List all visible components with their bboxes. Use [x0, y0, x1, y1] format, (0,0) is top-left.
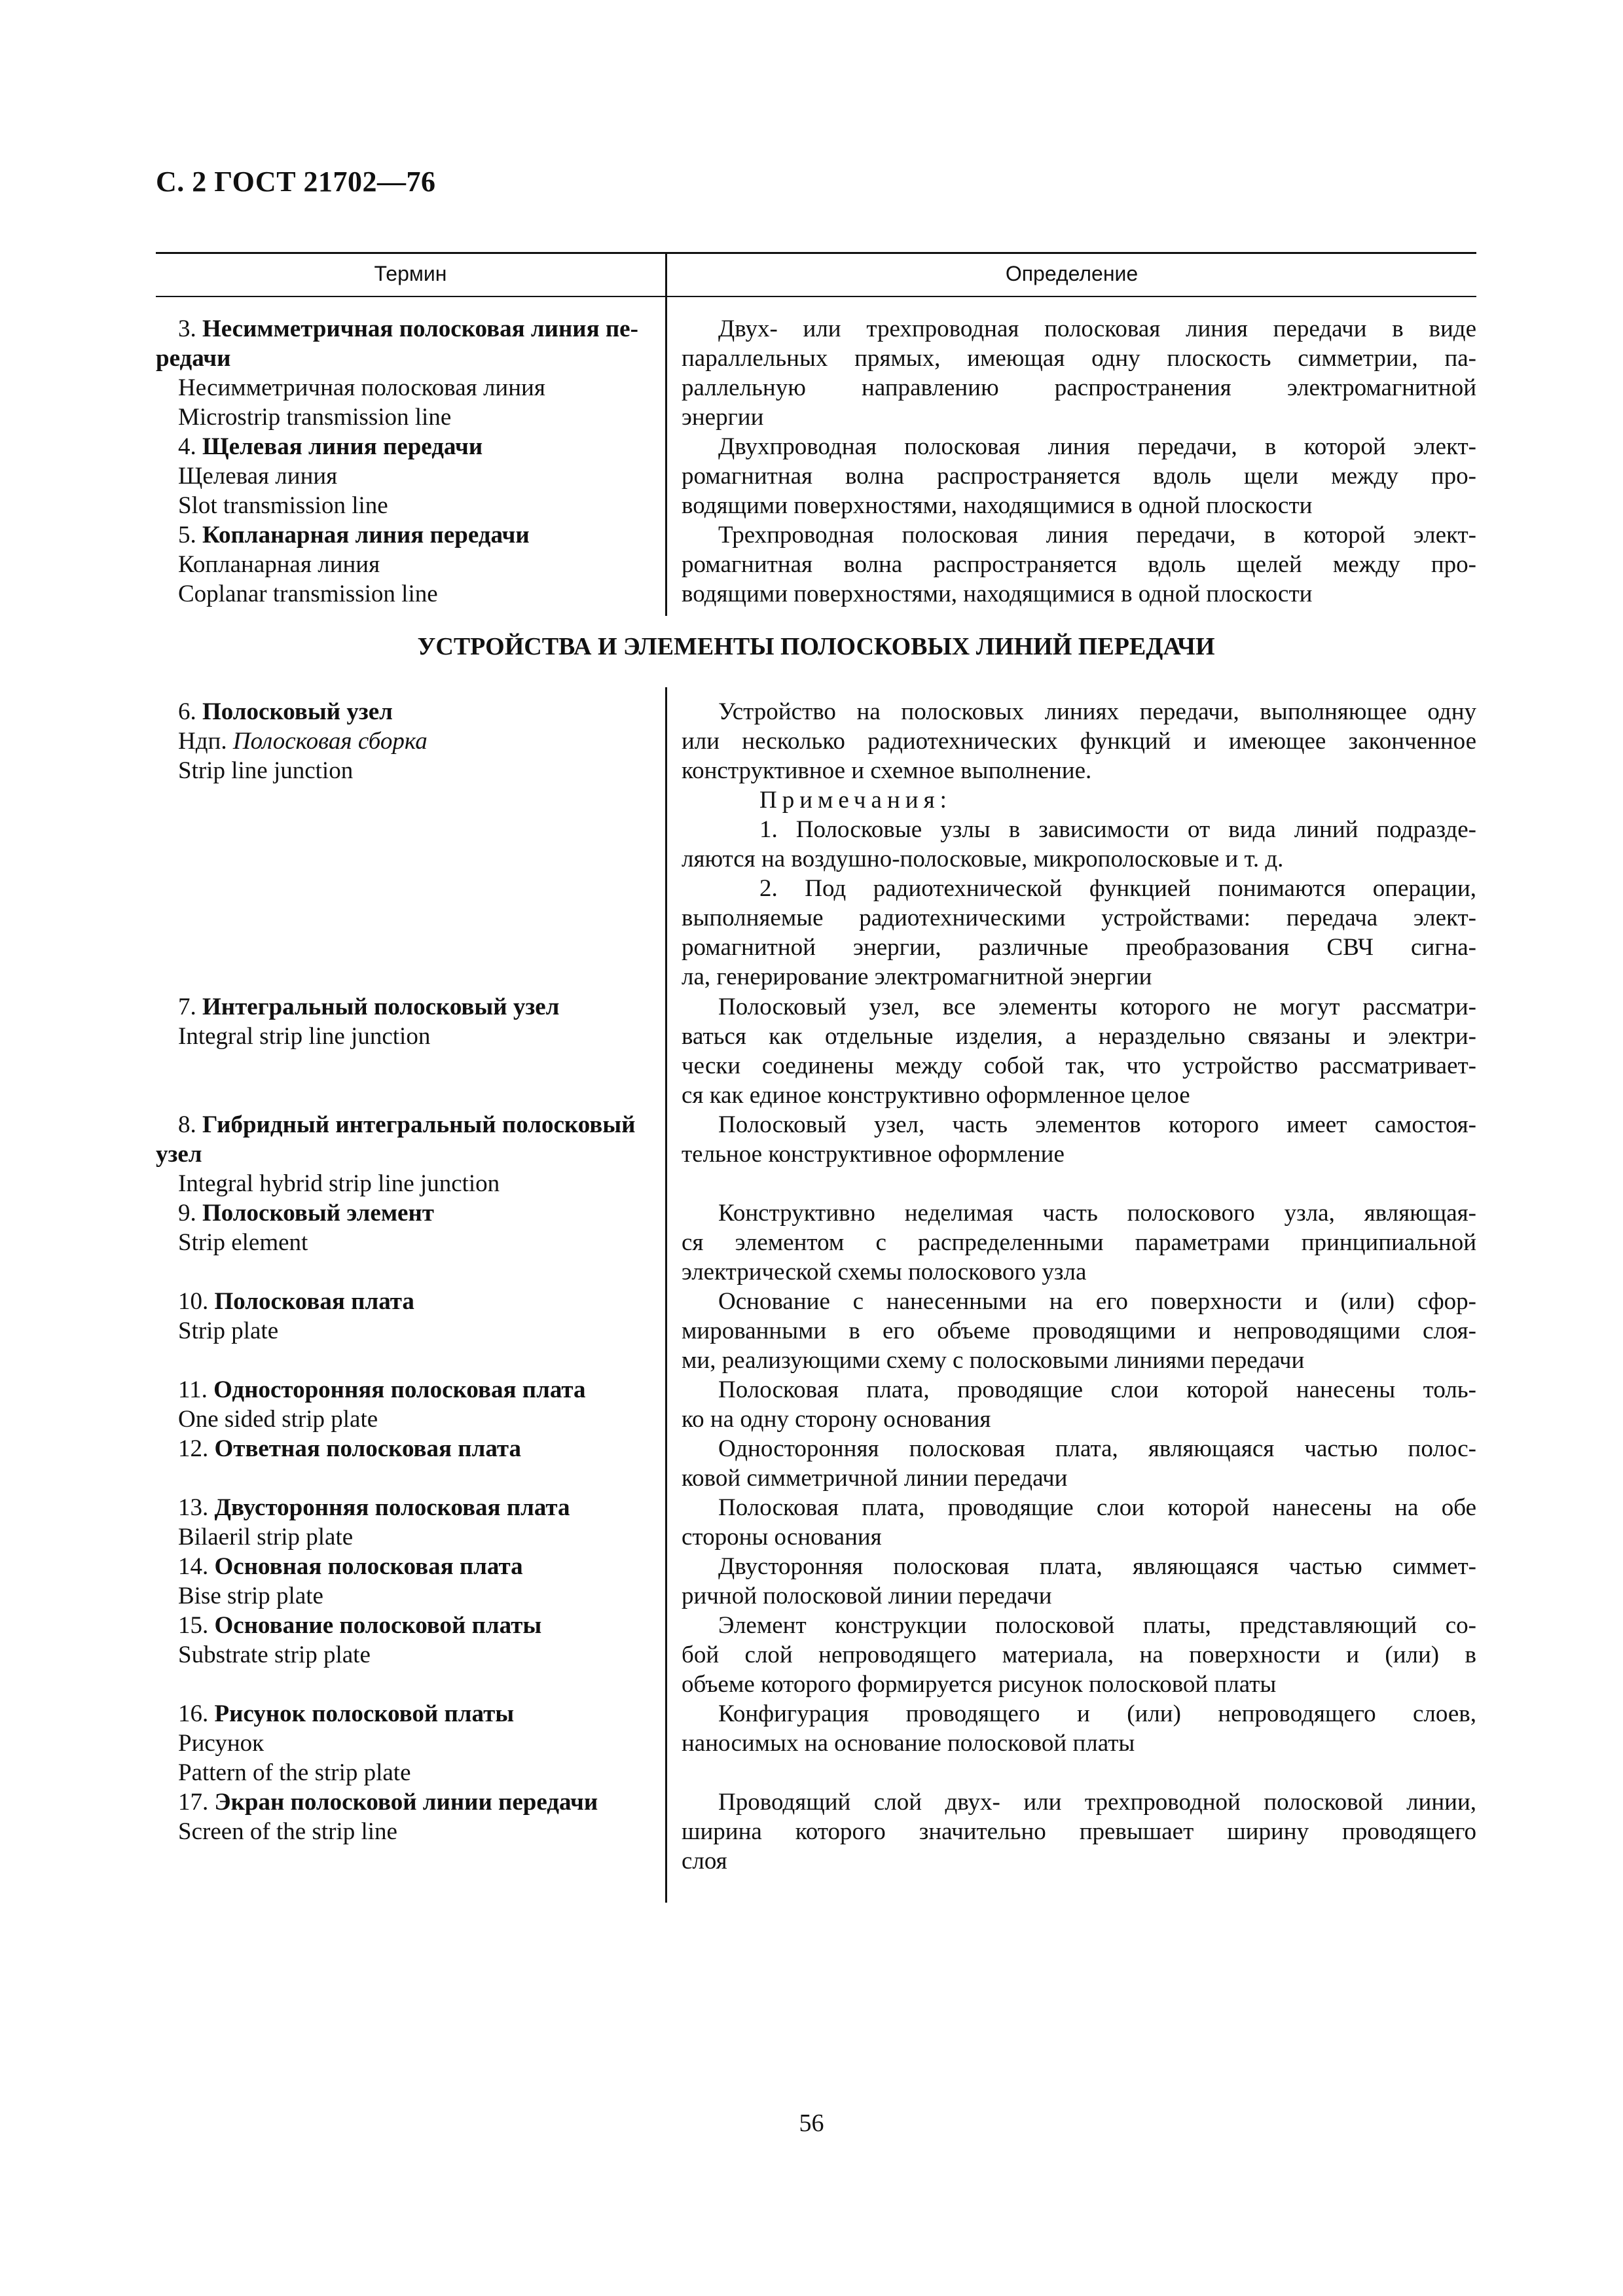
term-number: 9.: [178, 1200, 202, 1227]
definition-line: Конструктивно неделимая часть полоскового узла, являющая-: [718, 1200, 1476, 1227]
term-text: Strip plate: [178, 1318, 279, 1344]
definition-line: электрической схемы полоскового узла: [682, 1259, 1087, 1285]
term-text: Integral strip line junction: [178, 1023, 431, 1050]
term-line: [178, 579, 438, 609]
term-text: Гибридный интегральный полосковый: [202, 1111, 636, 1138]
definition-line: Двухпроводная полосковая линия передачи, в которой элект-: [718, 433, 1476, 460]
term-line: [178, 1169, 500, 1198]
term-heading: [178, 992, 559, 1022]
term-text: Substrate strip plate: [178, 1641, 371, 1668]
definition-line: ковой симметричной линии передачи: [682, 1465, 1068, 1492]
section-title: УСТРОЙСТВА И ЭЛЕМЕНТЫ ПОЛОСКОВЫХ ЛИНИЙ ПЕРЕДАЧИ: [417, 633, 1215, 660]
definition-line: Полосковый узел, часть элементов которого имеет самостоя-: [718, 1111, 1476, 1138]
term-heading: [178, 1699, 514, 1729]
term-line: [178, 461, 337, 491]
term-number: 5.: [178, 522, 202, 548]
page-number: 56: [799, 2109, 824, 2137]
term-text: Bilaeril strip plate: [178, 1524, 354, 1551]
term-number: 16.: [178, 1700, 215, 1727]
definition-line: Трехпроводная полосковая линия передачи, в которой элект-: [718, 522, 1476, 548]
term-number: 12.: [178, 1435, 215, 1462]
definition-line: стороны основания: [682, 1524, 882, 1551]
definition-line: 2. Под радиотехнической функцией понимаются операции,: [759, 875, 1476, 902]
definition-line: объеме которого формируется рисунок полосковой платы: [682, 1671, 1277, 1698]
definition-line: Двусторонняя полосковая плата, являющаяся частью симмет-: [718, 1553, 1476, 1580]
definition-line: водящими поверхностями, находящимися в одной плоскости: [682, 492, 1313, 519]
definition-line: слоя: [682, 1848, 727, 1874]
definition-line: ко на одну сторону основания: [682, 1406, 991, 1433]
definition-line: ся как единое конструктивно оформленное целое: [682, 1082, 1190, 1109]
term-number: 6.: [178, 698, 202, 725]
notes-heading: Примечания:: [759, 787, 952, 814]
definition-line: ла, генерирование электромагнитной энергии: [682, 963, 1152, 990]
definition-line: выполняемые радиотехническими устройствами: передача элект-: [682, 905, 1476, 931]
definition-line: Полосковая плата, проводящие слои которой нанесены толь-: [718, 1376, 1476, 1403]
term-line: [178, 373, 545, 403]
definition-line: ваться как отдельные изделия, а нераздельно связаны и электри-: [682, 1023, 1476, 1050]
term-line: [178, 1581, 323, 1611]
term-line: [178, 550, 380, 579]
term-heading: [178, 432, 483, 461]
term-text: Копланарная линия: [178, 551, 380, 578]
term-number: 4.: [178, 433, 202, 460]
definition-line: ширина которого значительно превышает ширину проводящего: [682, 1818, 1476, 1845]
definition-line: Полосковая плата, проводящие слои которой нанесены на обе: [718, 1494, 1476, 1521]
term-text: One sided strip plate: [178, 1406, 378, 1433]
definition-line: 1. Полосковые узлы в зависимости от вида линий подразде-: [759, 816, 1476, 843]
column-divider: [665, 252, 667, 616]
term-text: Копланарная линия передачи: [202, 522, 530, 548]
definition-line: ляются на воздушно-полосковые, микрополосковые и т. д.: [682, 846, 1284, 872]
definition-line: ми, реализующими схему с полосковыми линиями передачи: [682, 1347, 1305, 1374]
term-number: 10.: [178, 1288, 215, 1315]
definition-line: ричной полосковой линии передачи: [682, 1583, 1052, 1609]
term-text: узел: [156, 1141, 202, 1168]
term-text: Slot transmission line: [178, 492, 388, 519]
term-number: 11.: [178, 1376, 214, 1403]
term-text: Pattern of the strip plate: [178, 1759, 411, 1786]
definition-line: ромагнитная волна распространяется вдоль щели между про-: [682, 463, 1476, 490]
definition-line: наносимых на основание полосковой платы: [682, 1730, 1135, 1757]
column-header-term: Термин: [374, 262, 447, 285]
definition-line: Односторонняя полосковая плата, являющаяся частью полос-: [718, 1435, 1476, 1462]
term-heading: [178, 314, 638, 344]
term-number: 17.: [178, 1789, 215, 1816]
term-heading: [178, 1434, 521, 1463]
term-text: Ответная полосковая плата: [214, 1435, 522, 1462]
term-heading: [178, 520, 530, 550]
term-text: Несимметричная полосковая линия пе-: [202, 315, 638, 342]
term-line: [178, 1405, 378, 1434]
page-header: С. 2 ГОСТ 21702—76: [156, 166, 436, 198]
term-text: Screen of the strip line: [178, 1818, 397, 1845]
definition-line: Двух- или трехпроводная полосковая линия передачи в виде: [718, 315, 1476, 342]
definition-line: ромагнитной энергии, различные преобразования СВЧ сигна-: [682, 934, 1476, 961]
term-line: [156, 344, 230, 373]
term-text: Несимметричная полосковая линия: [178, 374, 545, 401]
term-heading: [178, 1287, 414, 1316]
term-line: [178, 1522, 353, 1552]
term-text: редачи: [156, 345, 231, 372]
definition-line: ромагнитная волна распространяется вдоль щелей между про-: [682, 551, 1476, 578]
definition-line: мированными в его объеме проводящими и непроводящими слоя-: [682, 1318, 1476, 1344]
term-line: [178, 491, 388, 520]
term-text: Полосковый элемент: [202, 1200, 434, 1227]
term-number: Ндп.: [178, 728, 233, 755]
definition-line: или несколько радиотехнических функций и имеющее законченное: [682, 728, 1476, 755]
term-line: [178, 1817, 397, 1846]
term-line: [156, 1139, 202, 1169]
term-line: [178, 1758, 411, 1787]
term-text: Интегральный полосковый узел: [202, 994, 560, 1020]
term-text: Щелевая линия: [178, 463, 338, 490]
definition-line: чески соединены между собой так, что устройство рассматривает-: [682, 1052, 1476, 1079]
definition-line: Элемент конструкции полосковой платы, представляющий со-: [718, 1612, 1476, 1639]
definition-line: Основание с нанесенными на его поверхности и (или) сфор-: [718, 1288, 1476, 1315]
column-header-definition: Определение: [1005, 262, 1139, 285]
definition-line: ся элементом с распределенными параметрами принципиальной: [682, 1229, 1476, 1256]
term-line: [178, 1022, 430, 1051]
table-header-rule: [156, 296, 1476, 297]
term-number: 15.: [178, 1612, 215, 1639]
definition-line: Полосковый узел, все элементы которого не могут рассматри-: [718, 994, 1476, 1020]
term-text: Основание полосковой платы: [214, 1612, 542, 1639]
term-heading: [178, 1198, 434, 1228]
term-text: Strip line junction: [178, 757, 354, 784]
term-text: Рисунок полосковой платы: [214, 1700, 515, 1727]
term-number: 13.: [178, 1494, 215, 1521]
term-text: Рисунок: [178, 1730, 264, 1757]
term-text: Односторонняя полосковая плата: [213, 1376, 586, 1403]
term-text: Bise strip plate: [178, 1583, 323, 1609]
term-text: Integral hybrid strip line junction: [178, 1170, 500, 1197]
definition-line: раллельную направлению распространения электромагнитной: [682, 374, 1476, 401]
term-line: [178, 1316, 278, 1346]
definition-line: водящими поверхностями, находящимися в одной плоскости: [682, 581, 1313, 607]
term-heading: [178, 1375, 586, 1405]
definition-line: Конфигурация проводящего и (или) непроводящего слоев,: [718, 1700, 1476, 1727]
term-number: 8.: [178, 1111, 202, 1138]
term-heading: [178, 1611, 541, 1640]
definition-line: конструктивное и схемное выполнение.: [682, 757, 1092, 784]
definition-line: энергии: [682, 404, 764, 431]
definition-line: Проводящий слой двух- или трехпроводной полосковой линии,: [718, 1789, 1476, 1816]
definition-line: бой слой непроводящего материала, на поверхности и (или) в: [682, 1641, 1476, 1668]
definition-line: тельное конструктивное оформление: [682, 1141, 1065, 1168]
term-text: Экран полосковой линии передачи: [214, 1789, 598, 1816]
term-line: [178, 1729, 264, 1758]
term-number: 3.: [178, 315, 202, 342]
term-heading: [178, 697, 393, 726]
term-text: Полосковый узел: [202, 698, 393, 725]
column-divider: [665, 687, 667, 1903]
term-line: [178, 1228, 308, 1257]
definition-line: Устройство на полосковых линиях передачи, выполняющее одну: [718, 698, 1476, 725]
term-text: Coplanar transmission line: [178, 581, 438, 607]
term-heading: [178, 1787, 598, 1817]
term-text: Основная полосковая плата: [214, 1553, 523, 1580]
table-top-rule: [156, 252, 1476, 254]
term-line: [178, 403, 451, 432]
term-text: Полосковая плата: [214, 1288, 414, 1315]
term-text: Полосковая сборка: [232, 728, 428, 755]
definition-line: параллельных прямых, имеющая одну плоскость симметрии, па-: [682, 345, 1476, 372]
term-text: Strip element: [178, 1229, 308, 1256]
term-text: Microstrip transmission line: [178, 404, 452, 431]
term-line: [178, 756, 353, 785]
term-text: Щелевая линия передачи: [202, 433, 483, 460]
term-heading: [178, 1493, 570, 1522]
term-number: 14.: [178, 1553, 215, 1580]
term-text: Двусторонняя полосковая плата: [214, 1494, 570, 1521]
term-number: 7.: [178, 994, 202, 1020]
term-heading: [178, 1552, 523, 1581]
term-line: [178, 1640, 371, 1670]
term-heading: [178, 1110, 635, 1139]
term-heading: [178, 726, 428, 756]
